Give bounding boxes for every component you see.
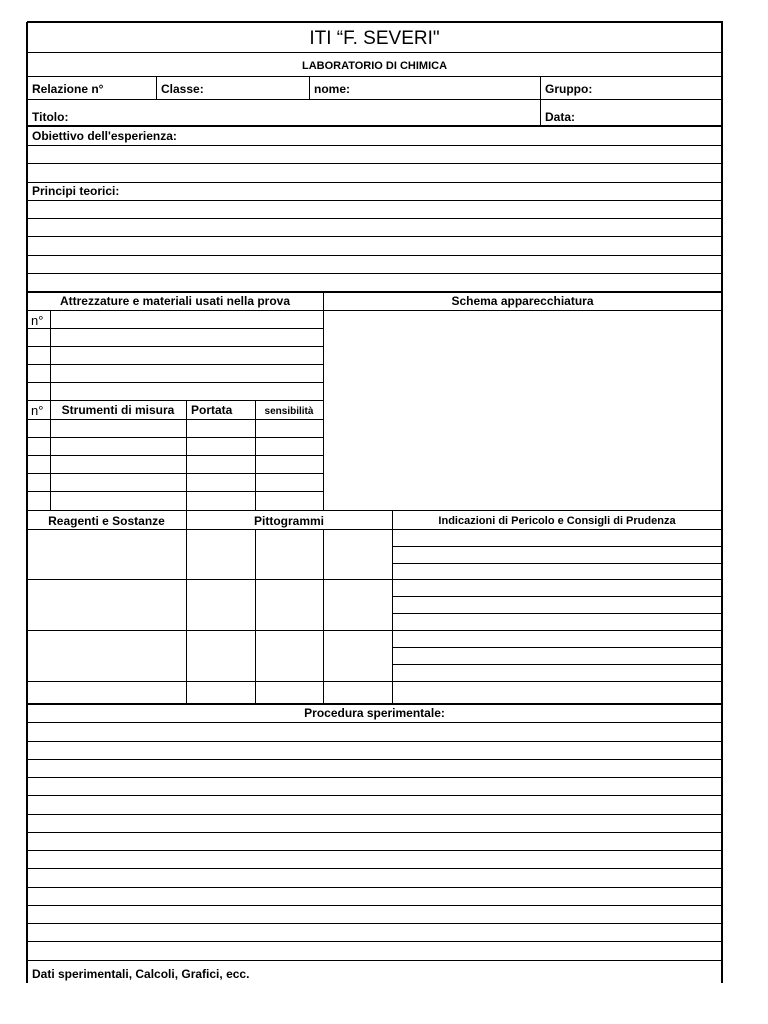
equipment-heading: Attrezzature e materiali usati nella prova <box>59 294 291 308</box>
grid-line <box>392 664 723 665</box>
grid-line <box>392 563 723 564</box>
range-heading: Portata <box>191 403 233 417</box>
title-label: Titolo: <box>32 110 69 124</box>
school-title: ITI “F. SEVERI" <box>309 28 440 49</box>
grid-line <box>27 328 324 329</box>
grid-line <box>392 510 393 704</box>
grid-line <box>27 400 324 401</box>
name-field[interactable] <box>352 77 539 98</box>
grid-line <box>323 529 324 704</box>
grid-line <box>27 630 723 631</box>
grid-line <box>27 473 324 474</box>
date-field[interactable] <box>580 100 721 125</box>
grid-line <box>27 510 723 511</box>
data-heading: Dati sperimentali, Calcoli, Grafici, ecc. <box>32 967 250 981</box>
class-field[interactable] <box>205 77 308 98</box>
grid-line <box>392 546 723 547</box>
grid-line <box>27 681 723 682</box>
grid-line <box>255 529 256 704</box>
equipment-number-label: n° <box>31 313 44 328</box>
grid-line <box>392 613 723 614</box>
grid-line <box>27 364 324 365</box>
objective-field[interactable] <box>28 146 721 181</box>
reagents-heading: Reagenti e Sostanze <box>48 514 165 528</box>
name-label: nome: <box>314 82 350 96</box>
lab-name: LABORATORIO DI CHIMICA <box>301 60 448 72</box>
grid-line <box>27 529 723 530</box>
grid-line <box>27 579 723 580</box>
sensitivity-heading: sensibilità <box>264 406 314 417</box>
group-label: Gruppo: <box>545 82 593 96</box>
grid-line <box>27 455 324 456</box>
class-label: Classe: <box>161 82 204 96</box>
instruments-heading: Strumenti di misura <box>61 403 175 417</box>
grid-line <box>27 182 723 183</box>
objective-heading: Obiettivo dell'esperienza: <box>32 129 177 143</box>
grid-line <box>27 125 723 127</box>
grid-line <box>27 291 723 293</box>
procedure-field[interactable] <box>28 723 721 959</box>
title-field[interactable] <box>72 100 539 125</box>
grid-line <box>186 510 187 704</box>
grid-line <box>27 437 324 438</box>
grid-line <box>186 400 187 510</box>
theory-field[interactable] <box>28 201 721 291</box>
theory-heading: Principi teorici: <box>32 184 120 198</box>
grid-line <box>27 419 324 420</box>
pictograms-heading: Pittogrammi <box>253 514 324 528</box>
hazards-heading: Indicazioni di Pericolo e Consigli di Prudenza <box>438 515 676 527</box>
frame-top <box>27 21 723 23</box>
grid-line <box>540 76 541 126</box>
grid-line <box>392 647 723 648</box>
grid-line <box>27 703 723 705</box>
data-field[interactable] <box>28 961 721 983</box>
grid-line <box>27 491 324 492</box>
grid-line <box>27 310 324 311</box>
grid-line <box>27 346 324 347</box>
instrument-number-label: n° <box>31 403 44 418</box>
procedure-heading: Procedura sperimentale: <box>304 706 445 720</box>
report-number-field[interactable] <box>110 77 155 98</box>
grid-line <box>156 76 157 99</box>
grid-line <box>27 52 723 53</box>
date-label: Data: <box>545 110 576 124</box>
grid-line <box>392 596 723 597</box>
group-field[interactable] <box>595 77 721 98</box>
report-number-label: Relazione n° <box>32 82 104 96</box>
grid-line <box>27 382 324 383</box>
frame-right <box>721 22 723 983</box>
grid-line <box>309 76 310 99</box>
apparatus-scheme-area[interactable] <box>324 311 721 509</box>
apparatus-scheme-heading: Schema apparecchiatura <box>451 294 594 308</box>
